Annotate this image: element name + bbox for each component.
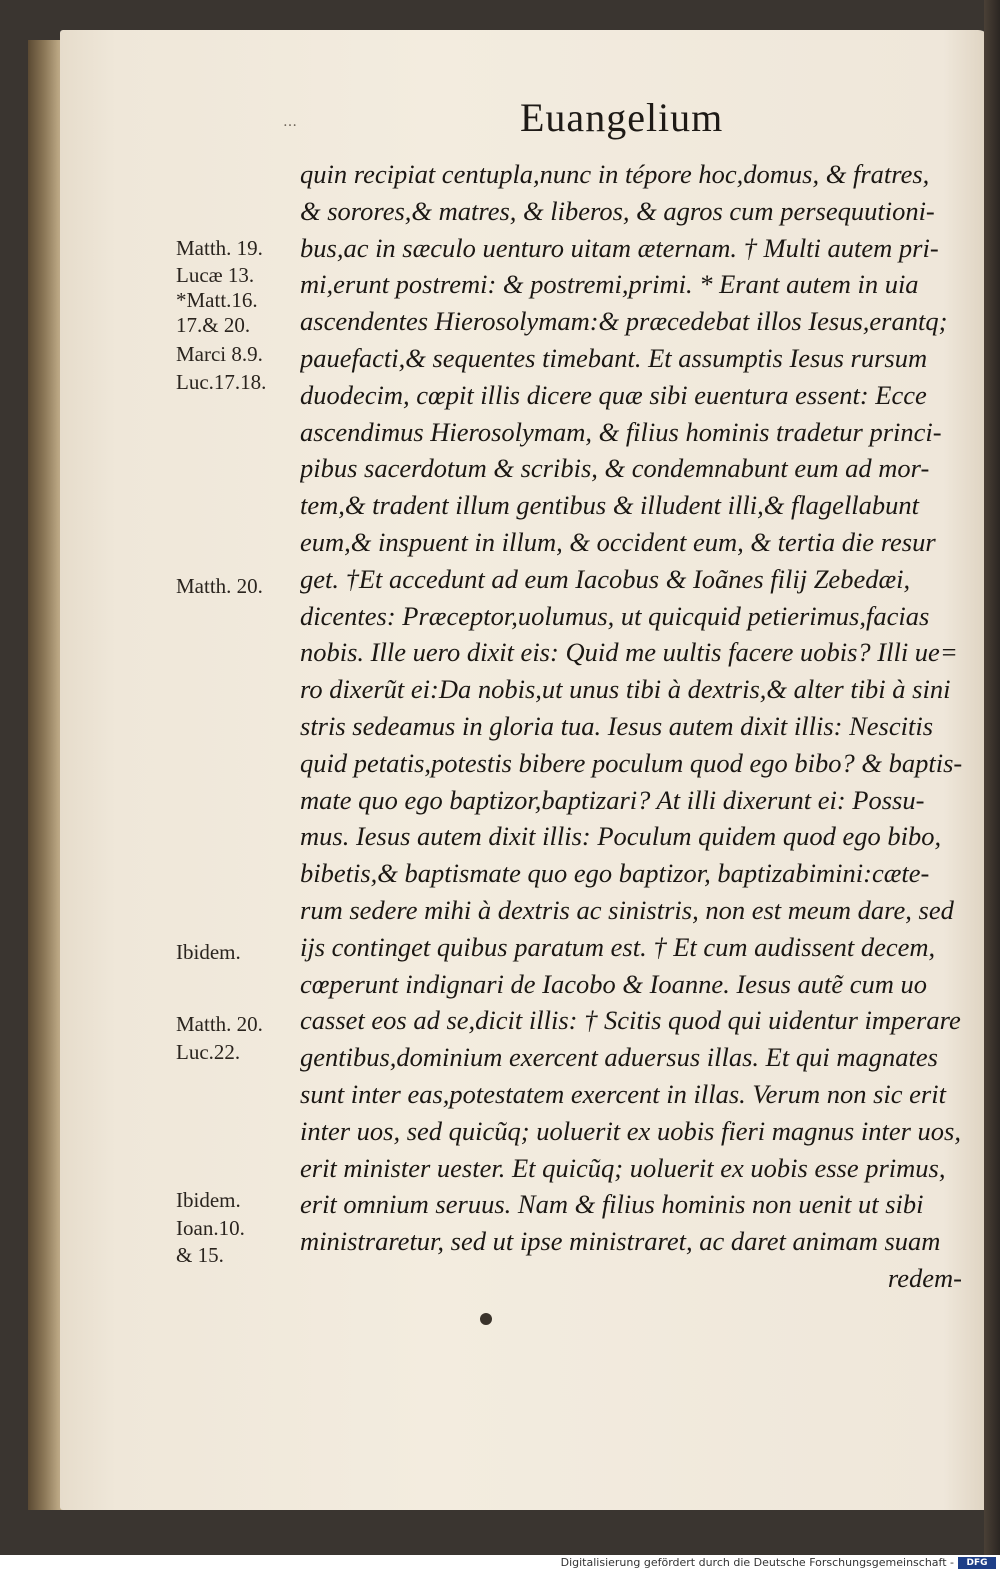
text-line: erit minister uester. Et quicũq; uoluerit ex uobis esse primus, <box>300 1152 946 1183</box>
text-line: ro dixerũt ei:Da nobis,ut unus tibi à dextris,& alter tibi à sini <box>300 674 951 705</box>
text-line: ascendimus Hierosolymam, & filius hominis tradetur princi- <box>300 416 942 447</box>
margin-note: Luc.17.18. <box>176 370 267 394</box>
margin-note: Matth. 19. <box>176 236 263 260</box>
dfg-logo: DFG <box>958 1557 996 1569</box>
text-line: bibetis,& baptismate quo ego baptizor, baptizabimini:cæte- <box>300 858 930 889</box>
text-line: get. †Et accedunt ad eum Iacobus & Ioãnes filij Zebedæi, <box>300 563 911 594</box>
text-line: gentibus,dominium exercent aduersus illas. Et qui magnates <box>300 1042 938 1073</box>
text-line: ministraretur, sed ut ipse ministraret, ac daret animam suam <box>300 1226 941 1257</box>
text-line: & sorores,& matres, & liberos, & agros cum persequutioni- <box>300 195 935 226</box>
margin-note: 17.& 20. <box>176 313 251 337</box>
text-line: pibus sacerdotum & scribis, & condemnabunt eum ad mor- <box>300 453 930 484</box>
text-line: erit omnium seruus. Nam & filius hominis non uenit ut sibi <box>300 1189 924 1220</box>
text-line: rum sedere mihi à dextris ac sinistris, non est meum dare, sed <box>300 894 954 925</box>
running-head: Euangelium <box>520 95 724 140</box>
text-line: quid petatis,potestis bibere poculum quod ego bibo? & baptis- <box>300 747 963 778</box>
text-line: casset eos ad se,dicit illis: † Scitis quod qui uidentur imperare <box>300 1005 961 1036</box>
text-line: mate quo ego baptizor,baptizari? At illi dixerunt ei: Possu- <box>300 784 925 815</box>
margin-note: Ibidem. <box>176 940 241 964</box>
text-line: sunt inter eas,potestatem exercent in illas. Verum non sic erit <box>300 1078 946 1109</box>
margin-note: Lucæ 13. <box>176 263 255 287</box>
header-ornament: … <box>283 114 297 130</box>
text-line: ijs continget quibus paratum est. † Et cum audissent decem, <box>300 931 936 962</box>
text-line: bus,ac in sæculo uenturo uitam æternam. † Multi autem pri- <box>300 232 939 263</box>
body-text <box>300 156 980 1297</box>
margin-note: Luc.22. <box>176 1040 241 1064</box>
margin-note: Matth. 20. <box>176 574 263 598</box>
text-line: mus. Iesus autem dixit illis: Poculum quidem quod ego bibo, <box>300 821 942 852</box>
text-line: cœperunt indignari de Iacobo & Ioanne. Iesus autẽ cum uo <box>300 968 928 999</box>
text-line: quin recipiat centupla,nunc in tépore hoc,domus, & fratres, <box>300 159 930 189</box>
margin-note: Ioan.10. <box>176 1216 245 1240</box>
text-line: nobis. Ille uero dixit eis: Quid me uultis facere uobis? Illi ue= <box>300 637 958 668</box>
text-line: mi,erunt postremi: & postremi,primi. * Erant autem in uia <box>300 269 919 300</box>
text-line: dicentes: Præceptor,uolumus, ut quicquid petierimus,facias <box>300 600 930 631</box>
page-dot-mark <box>480 1313 492 1325</box>
catchword: redem- <box>887 1262 962 1293</box>
page-right-edge <box>984 0 1000 1555</box>
text-line: pauefacti,& sequentes timebant. Et assumptis Iesus rursum <box>300 342 928 373</box>
margin-note: Ibidem. <box>176 1188 241 1212</box>
margin-note: & 15. <box>176 1243 224 1267</box>
text-line: duodecim, cœpit illis dicere quæ sibi euentura essent: Ecce <box>300 379 927 410</box>
text-line: eum,& inspuent in illum, & occident eum, & tertia die resur <box>300 526 936 557</box>
funding-credit: Digitalisierung gefördert durch die Deutsche Forschungsgemeinschaft - <box>560 1556 954 1569</box>
margin-note: *Matt.16. <box>176 288 258 312</box>
footer-bar <box>0 1555 1000 1571</box>
margin-note: Matth. 20. <box>176 1012 263 1036</box>
text-line: inter uos, sed quicũq; uoluerit ex uobis fieri magnus inter uos, <box>300 1115 961 1146</box>
text-line: ascendentes Hierosolymam:& præcedebat illos Iesus,erantq; <box>300 306 948 337</box>
text-line: stris sedeamus in gloria tua. Iesus autem dixit illis: Nescitis <box>300 710 934 741</box>
text-line: tem,& tradent illum gentibus & illudent illi,& flagellabunt <box>300 490 920 521</box>
margin-note: Marci 8.9. <box>176 342 263 366</box>
